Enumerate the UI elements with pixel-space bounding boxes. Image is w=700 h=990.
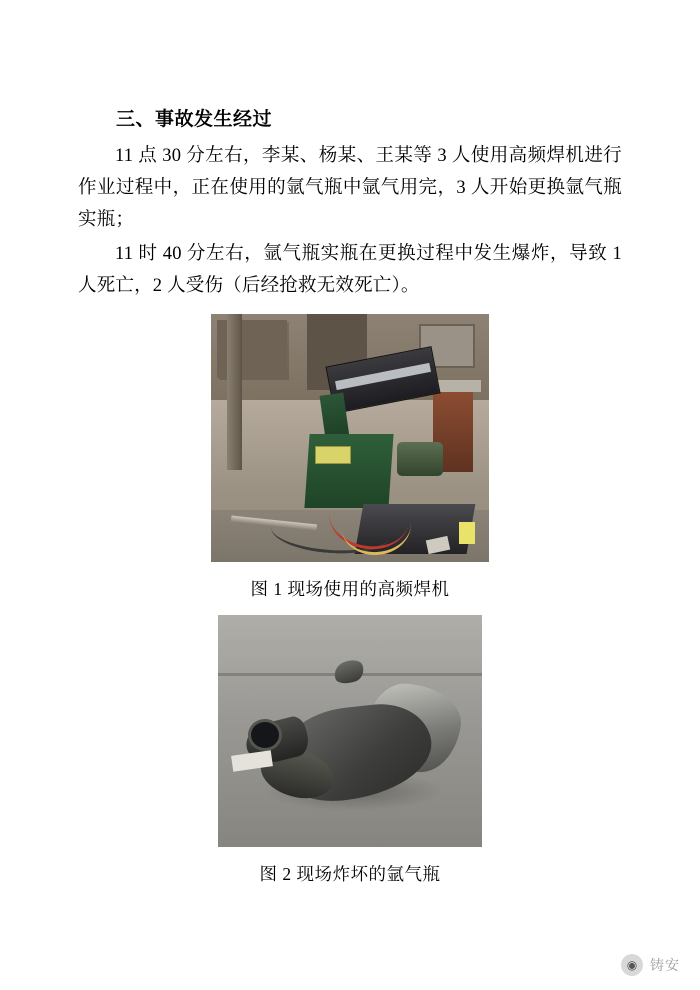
photo-yellow-note <box>459 522 475 544</box>
figure-1 <box>78 314 622 603</box>
figure-2-image <box>218 615 482 847</box>
account-name: 铸安 <box>650 957 680 973</box>
figure-1-caption: 图 1 现场使用的高频焊机 <box>250 579 450 600</box>
logo-icon: ◉ <box>621 954 643 976</box>
figure-1-image <box>211 314 489 562</box>
body-paragraph-2: 11 时 40 分左右，氩气瓶实瓶在更换过程中发生爆炸，导致 1 人死亡，2 人受伤（后经抢救无效死亡）。 <box>78 243 622 296</box>
figure-2-caption: 图 2 现场炸坏的氩气瓶 <box>259 864 441 885</box>
footer-watermark <box>621 954 680 976</box>
body-paragraph-1: 11 点 30 分左右，李某、杨某、王某等 3 人使用高频焊机进行作业过程中，正在使用的氩气瓶中氩气用完，3 人开始更换氩气瓶实瓶； <box>78 146 622 231</box>
section-heading: 三、事故发生经过 <box>116 109 273 130</box>
photo-pillar <box>227 314 242 470</box>
figure-2 <box>78 615 622 888</box>
photo-motor <box>397 442 443 476</box>
photo-welder-label <box>315 446 351 464</box>
